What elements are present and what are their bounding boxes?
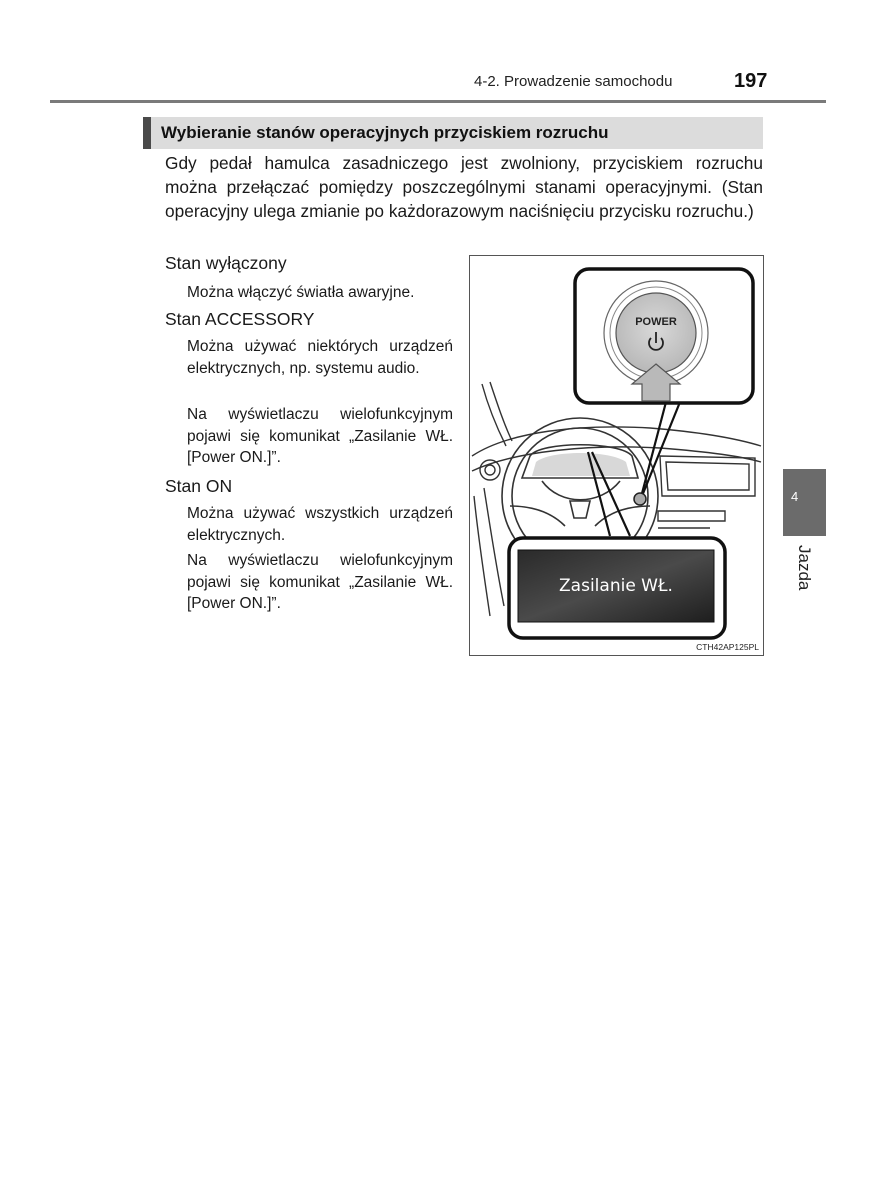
header-divider (50, 100, 826, 103)
section-title-bar (143, 117, 763, 149)
state-desc-accessory-2: Na wyświetlaczu wielofunkcyjnym pojawi się komunikat „Zasilanie WŁ. [Power ON.]”. (187, 406, 453, 466)
chapter-tab (783, 469, 826, 536)
title-marker (143, 117, 151, 149)
page-number: 197 (734, 70, 768, 92)
display-message: Zasilanie WŁ. (559, 576, 673, 596)
state-label-accessory: Stan ACCESSORY (165, 309, 315, 329)
figure-code: CTH42AP125PL (696, 642, 759, 652)
state-desc-accessory-1: Można używać niektórych urządzeń elektrycznych, np. systemu audio. (187, 338, 453, 377)
section-title: Wybieranie stanów operacyjnych przyciskiem rozruchu (161, 123, 609, 142)
state-desc-off: Można włączyć światła awaryjne. (187, 284, 415, 301)
dashboard-illustration (469, 255, 764, 656)
state-label-on: Stan ON (165, 476, 233, 496)
running-header-section: 4-2. Prowadzenie samochodu (474, 73, 673, 90)
state-desc-on-1: Można używać wszystkich urządzeń elektrycznych. (187, 505, 453, 544)
power-button-label: POWER (635, 316, 677, 328)
state-desc-on-2: Na wyświetlaczu wielofunkcyjnym pojawi się komunikat „Zasilanie WŁ. [Power ON.]”. (187, 552, 453, 612)
button-location-dot (634, 493, 646, 505)
chapter-label: Jazda (795, 545, 814, 591)
dashboard-drawing (470, 256, 763, 655)
button-pointer-line (640, 402, 680, 501)
gauge-cluster (532, 453, 630, 476)
chapter-number: 4 (791, 489, 799, 504)
state-label-off: Stan wyłączony (165, 253, 287, 273)
intro-paragraph: Gdy pedał hamulca zasadniczego jest zwolniony, przyciskiem rozruchu można przełączać pomiędzy poszczególnymi stanami operacyjnymi. (Stan operacyjny ulega zmianie po każdorazowym naciśnięciu przycisku rozruchu.) (165, 153, 763, 221)
